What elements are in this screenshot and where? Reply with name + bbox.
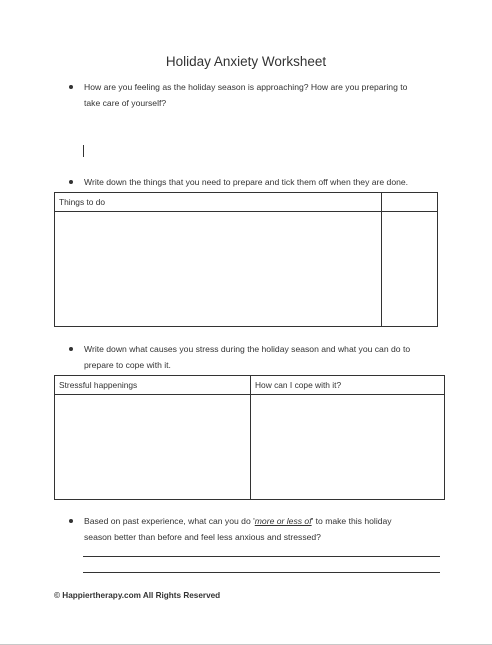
question-3-line-2: prepare to cope with it. — [84, 360, 171, 370]
coping-header: How can I cope with it? — [251, 376, 445, 395]
question-4-line-2: season better than before and feel less anxious and stressed? — [84, 532, 321, 542]
question-4-line-1 — [84, 513, 392, 529]
copyright-footer: © Happiertherapy.com All Rights Reserved — [54, 591, 221, 600]
question-4-text-before: Based on past experience, what can you do ' — [84, 516, 255, 526]
question-4-text-after: ' to make this holiday — [311, 516, 392, 526]
stressful-happenings-header: Stressful happenings — [55, 376, 251, 395]
question-4-emphasis: more or less of — [254, 516, 312, 526]
bullet-dot — [69, 180, 73, 184]
coping-cell[interactable] — [251, 395, 445, 500]
tick-cell[interactable] — [382, 212, 438, 327]
question-3-line-1: Write down what causes you stress during the holiday season and what you can do to — [84, 344, 411, 354]
bullet-dot — [69, 85, 73, 89]
answer-line-2[interactable] — [83, 572, 440, 573]
question-1-line-1: How are you feeling as the holiday season is approaching? How are you preparing to — [84, 82, 408, 92]
answer-line-1[interactable] — [83, 556, 440, 557]
table-body-row — [55, 212, 438, 327]
table-header-row — [55, 193, 438, 212]
things-to-do-table — [54, 192, 438, 327]
question-2 — [84, 174, 408, 190]
bullet-dot — [69, 347, 73, 351]
stress-coping-table — [54, 375, 445, 500]
page-title: Holiday Anxiety Worksheet — [165, 54, 327, 69]
question-1-line-2: take care of yourself? — [84, 98, 167, 108]
tick-column-header — [382, 193, 438, 212]
question-3 — [84, 341, 410, 373]
text-cursor — [83, 145, 84, 157]
things-to-do-header: Things to do — [55, 193, 382, 212]
bullet-dot — [69, 519, 73, 523]
table-body-row — [55, 395, 445, 500]
things-to-do-cell[interactable] — [55, 212, 382, 327]
question-2-text: Write down the things that you need to prepare and tick them off when they are done. — [84, 177, 409, 187]
table-header-row — [55, 376, 445, 395]
question-1 — [84, 79, 407, 111]
stressful-happenings-cell[interactable] — [55, 395, 251, 500]
question-4 — [84, 513, 392, 545]
